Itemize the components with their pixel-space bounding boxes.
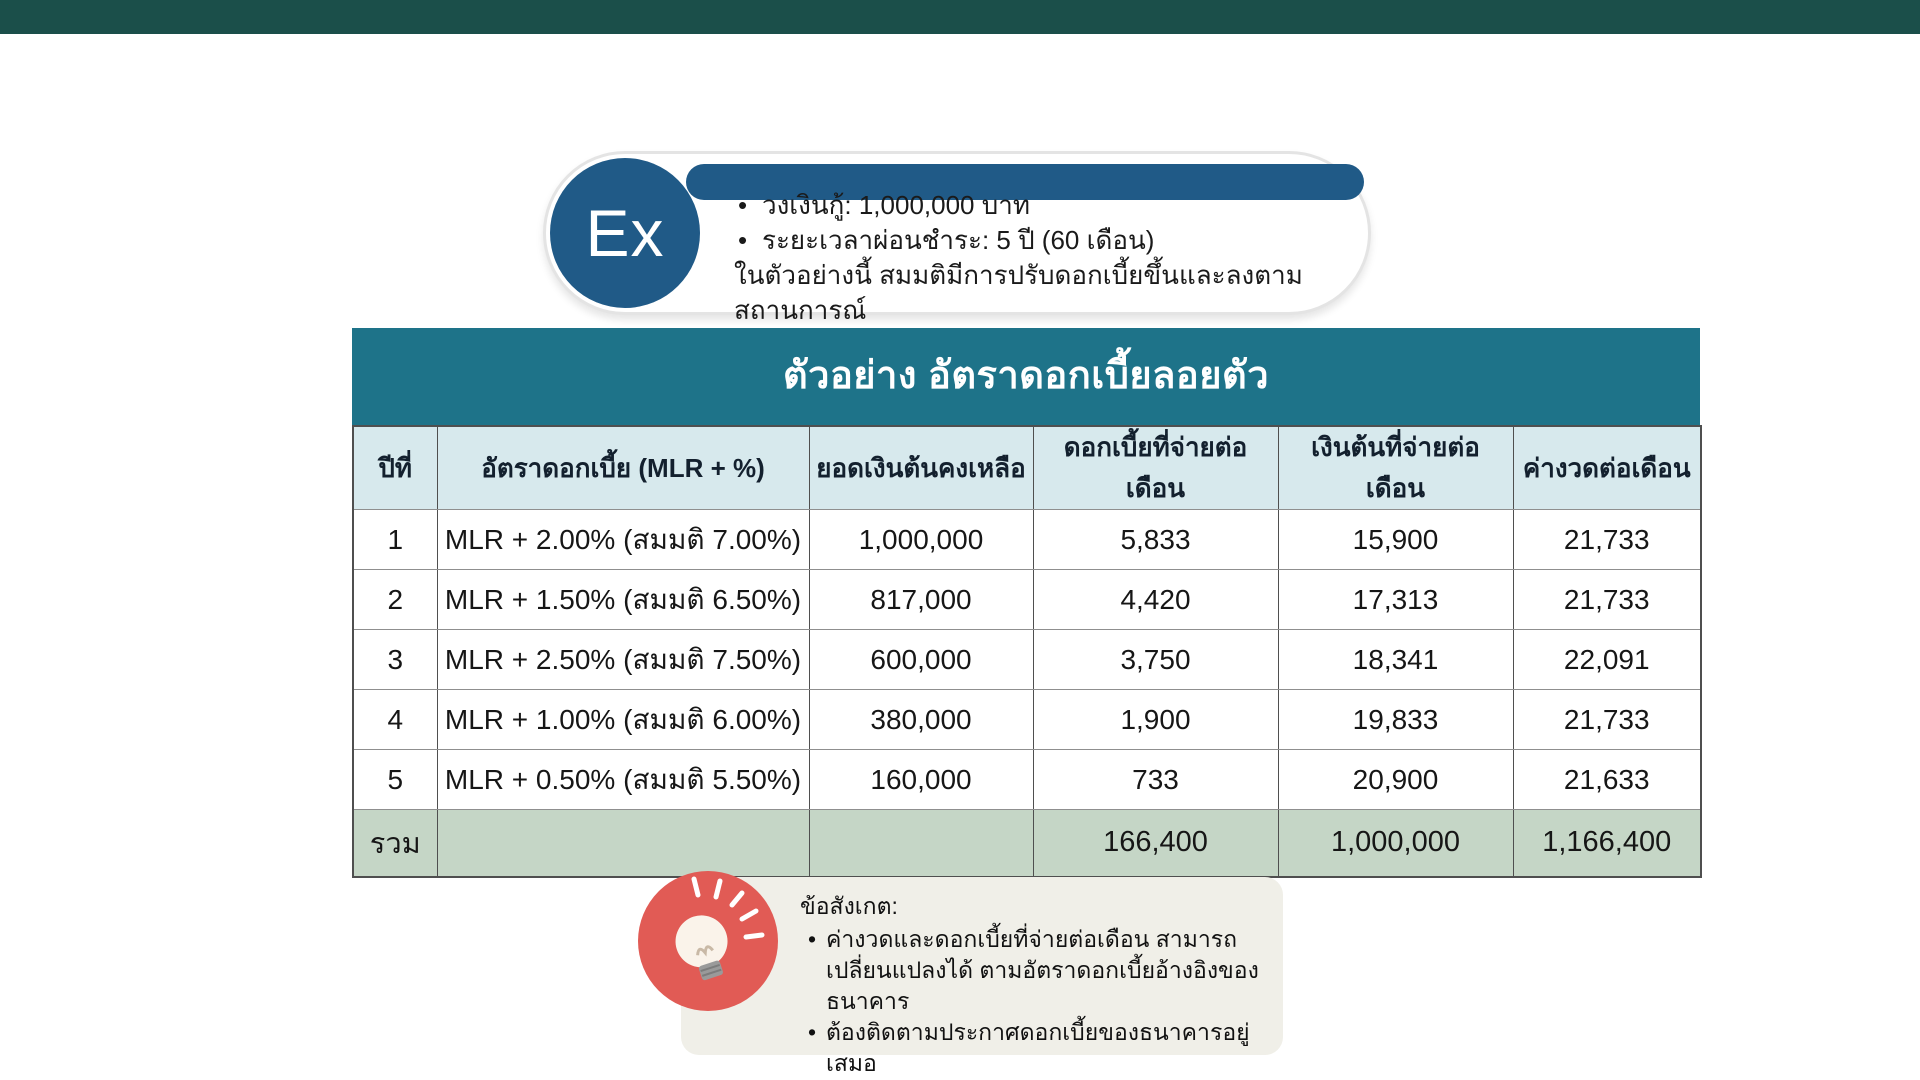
observation-note-title: ข้อสังเกต:	[800, 893, 898, 919]
cell-principal-balance: 380,000	[809, 690, 1033, 750]
example-badge-circle	[550, 158, 700, 308]
cell-rate: MLR + 1.00% (สมมติ 6.00%)	[437, 690, 809, 750]
cell-monthly-interest: 5,833	[1033, 510, 1278, 570]
table-row	[353, 750, 1701, 810]
cell-year: 1	[353, 510, 437, 570]
example-badge	[543, 151, 1371, 325]
cell-monthly-principal: 18,341	[1278, 630, 1513, 690]
cell-principal-balance: 160,000	[809, 750, 1033, 810]
column-header-monthly-installment: ค่างวดต่อเดือน	[1513, 426, 1701, 510]
cell-monthly-principal: 17,313	[1278, 570, 1513, 630]
column-header-year: ปีที่	[353, 426, 437, 510]
total-cell-installment: 1,166,400	[1513, 810, 1701, 877]
cell-principal-balance: 600,000	[809, 630, 1033, 690]
column-header-principal-balance: ยอดเงินต้นคงเหลือ	[809, 426, 1033, 510]
cell-principal-balance: 817,000	[809, 570, 1033, 630]
cell-monthly-installment: 21,733	[1513, 570, 1701, 630]
table-row	[353, 510, 1701, 570]
table-header-row	[353, 426, 1701, 510]
cell-monthly-installment: 21,633	[1513, 750, 1701, 810]
top-accent-bar	[0, 0, 1920, 34]
rate-table-section	[352, 328, 1700, 878]
cell-monthly-principal: 20,900	[1278, 750, 1513, 810]
example-note-line-1: ในตัวอย่างนี้ สมมติมีการปรับดอกเบี้ยขึ้นและลงตาม	[734, 260, 1303, 290]
cell-monthly-interest: 1,900	[1033, 690, 1278, 750]
example-badge-text	[728, 188, 1358, 328]
table-row	[353, 690, 1701, 750]
cell-year: 2	[353, 570, 437, 630]
observation-bullet-1: • ค่างวดและดอกเบี้ยที่จ่ายต่อเดือน สามารถเปลี่ยนแปลงได้ ตามอัตราดอกเบี้ยอ้างอิงของธนาคาร	[800, 924, 1270, 1017]
cell-rate: MLR + 0.50% (สมมติ 5.50%)	[437, 750, 809, 810]
cell-monthly-principal: 15,900	[1278, 510, 1513, 570]
cell-year: 3	[353, 630, 437, 690]
loan-term-bullet: • ระยะเวลาผ่อนชำระ: 5 ปี (60 เดือน)	[728, 223, 1358, 258]
cell-monthly-installment: 21,733	[1513, 690, 1701, 750]
cell-year: 5	[353, 750, 437, 810]
cell-monthly-interest: 4,420	[1033, 570, 1278, 630]
cell-principal-balance: 1,000,000	[809, 510, 1033, 570]
column-header-monthly-interest: ดอกเบี้ยที่จ่ายต่อเดือน	[1033, 426, 1278, 510]
total-cell	[437, 810, 809, 877]
example-note-line-2: สถานการณ์	[734, 295, 867, 325]
column-header-monthly-principal: เงินต้นที่จ่ายต่อเดือน	[1278, 426, 1513, 510]
total-cell	[809, 810, 1033, 877]
cell-monthly-installment: 22,091	[1513, 630, 1701, 690]
total-label: รวม	[353, 810, 437, 877]
total-row	[353, 810, 1701, 877]
floating-rate-table	[352, 425, 1702, 878]
table-title: ตัวอย่าง อัตราดอกเบี้ยลอยตัว	[352, 328, 1700, 425]
total-cell-principal: 1,000,000	[1278, 810, 1513, 877]
cell-monthly-interest: 3,750	[1033, 630, 1278, 690]
table-row	[353, 630, 1701, 690]
table-body	[353, 510, 1701, 810]
total-cell-interest: 166,400	[1033, 810, 1278, 877]
cell-monthly-installment: 21,733	[1513, 510, 1701, 570]
cell-monthly-principal: 19,833	[1278, 690, 1513, 750]
example-badge-label: Ex	[585, 196, 665, 270]
cell-rate: MLR + 1.50% (สมมติ 6.50%)	[437, 570, 809, 630]
cell-rate: MLR + 2.00% (สมมติ 7.00%)	[437, 510, 809, 570]
observation-note-content	[800, 891, 1270, 1079]
lightbulb-icon	[636, 869, 780, 1013]
table-row	[353, 570, 1701, 630]
cell-year: 4	[353, 690, 437, 750]
cell-monthly-interest: 733	[1033, 750, 1278, 810]
cell-rate: MLR + 2.50% (สมมติ 7.50%)	[437, 630, 809, 690]
observation-bullet-2: • ต้องติดตามประกาศดอกเบี้ยของธนาคารอยู่เสมอ	[800, 1017, 1270, 1079]
loan-amount-bullet: • วงเงินกู้: 1,000,000 บาท	[728, 188, 1358, 223]
column-header-rate: อัตราดอกเบี้ย (MLR + %)	[437, 426, 809, 510]
